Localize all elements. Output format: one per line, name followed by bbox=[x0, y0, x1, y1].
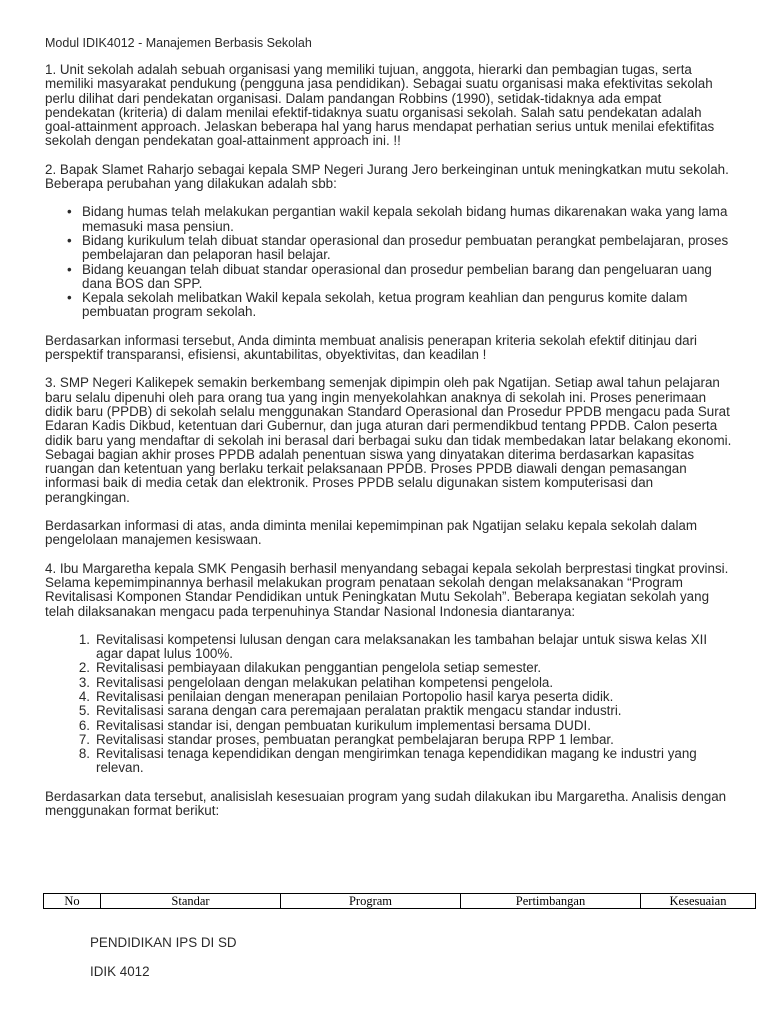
list-item bbox=[45, 633, 735, 662]
item-number: 6. bbox=[78, 717, 90, 733]
list-item bbox=[45, 690, 735, 704]
item-text: Revitalisasi pengelolaan dengan melakukan pelatihan kompetensi pengelola. bbox=[96, 674, 554, 690]
question-3: 3. SMP Negeri Kalikepek semakin berkembang semenjak dipimpin oleh pak Ngatijan. Setiap awal tahun pelajaran baru selalu dipenuhi oleh para orang tua yang ingin menyekolahkan anaknya di sekolah ini. Proses penerimaan didik baru (PPDB) di sekolah selalu menggunakan Standard Operasional dan Prosedur PPDB mengacu pada Surat Edaran Kadis Dikbud, ketentuan dari Gubernur, dan juga aturan dari permendikbud tentang PPDB. Calon peserta didik baru yang mendaftar di sekolah ini berasal dari berbagai suku dan tidak membedakan latar belakang ekonomi. Sebagai bagian akhir proses PPDB adalah penentuan siswa yang dinyatakan diterima berdasarkan kapasitas ruangan dan ketentuan yang berlaku terkait pelaksanaan PPDB. Proses PPDB diawali dengan pemasangan informasi baik di media cetak dan elektronik. Proses PPDB selalu digunakan sistem komputerisasi dan perangkingan. bbox=[45, 375, 732, 505]
column-header-kesesuaian: Kesesuaian bbox=[641, 894, 756, 909]
item-number: 5. bbox=[78, 703, 90, 719]
column-header-pertimbangan: Pertimbangan bbox=[461, 894, 641, 909]
list-item bbox=[45, 704, 735, 718]
item-text: Revitalisasi sarana dengan cara peremajaan peralatan praktik mengacu standar industri. bbox=[96, 703, 622, 719]
list-item bbox=[45, 676, 735, 690]
item-number: 3. bbox=[78, 674, 90, 690]
item-text: Revitalisasi standar proses, pembuatan perangkat pembelajaran berupa RPP 1 lembar. bbox=[96, 731, 614, 747]
question-4-numbered-list bbox=[45, 633, 735, 776]
list-item: • Kepala sekolah melibatkan Wakil kepala sekolah, ketua program keahlian dan pengurus komite dalam pembuatan program sekolah. bbox=[45, 291, 735, 320]
document-body bbox=[45, 63, 735, 832]
item-number: 2. bbox=[78, 660, 90, 676]
item-text: Revitalisasi penilaian dengan menerapan penilaian Portopolio hasil karya peserta didik. bbox=[96, 688, 614, 704]
question-1: 1. Unit sekolah adalah sebuah organisasi yang memiliki tujuan, anggota, hierarki dan pembagian tugas, serta memiliki masyarakat pendukung (pengguna jasa pendidikan). Sebagai suatu organisasi maka efektivitas sekolah perlu dilihat dari pendekatan organisasi. Dalam pandangan Robbins (1990), setidak-tidaknya ada empat pendekatan (kriteria) di dalam menilai efektif-tidaknya suatu organisasi sekolah. Salah satu pendekatan adalah goal-attainment approach. Jelaskan beberapa hal yang harus mendapat perhatian serius untuk menilai efektifitas sekolah dengan pendekatan goal-attainment approach ini. !! bbox=[45, 62, 715, 149]
item-number: 4. bbox=[78, 688, 90, 704]
course-code: IDIK 4012 bbox=[90, 964, 150, 979]
list-item: • Bidang kurikulum telah dibuat standar operasional dan prosedur pembuatan perangkat pembelajaran, proses pembelajaran dan pelaporan hasil belajar. bbox=[45, 234, 735, 263]
column-header-program: Program bbox=[281, 894, 461, 909]
item-text: Revitalisasi pembiayaan dilakukan penggantian pengelola setiap semester. bbox=[96, 660, 542, 676]
list-item bbox=[45, 719, 735, 733]
question-2-bullet-list bbox=[45, 205, 735, 319]
question-2-task: Berdasarkan informasi tersebut, Anda diminta membuat analisis penerapan kriteria sekolah efektif ditinjau dari perspektif transparansi, efisiensi, akuntabilitas, obyektivitas, dan keadilan ! bbox=[45, 332, 698, 363]
list-item: • Bidang keuangan telah dibuat standar operasional dan prosedur pembelian barang dan pengeluaran uang dana BOS dan SPP. bbox=[45, 263, 735, 292]
module-header: Modul IDIK4012 - Manajemen Berbasis Sekolah bbox=[45, 36, 312, 50]
list-item bbox=[45, 747, 735, 776]
item-text: Revitalisasi tenaga kependidikan dengan mengirimkan tenaga kependidikan magang ke industri yang relevan. bbox=[96, 746, 697, 776]
item-text: Revitalisasi kompetensi lulusan dengan cara melaksanakan les tambahan belajar untuk siswa kelas XII agar dapat lulus 100%. bbox=[96, 631, 708, 662]
list-item bbox=[45, 661, 735, 675]
column-header-standar: Standar bbox=[101, 894, 281, 909]
item-number: 7. bbox=[78, 731, 90, 747]
column-header-no: No bbox=[44, 894, 101, 909]
item-text: Revitalisasi standar isi, dengan pembuatan kurikulum implementasi bersama DUDI. bbox=[96, 717, 591, 733]
question-4-task: Berdasarkan data tersebut, analisislah kesesuaian program yang sudah dilakukan ibu Margaretha. Analisis dengan menggunakan format berikut: bbox=[45, 788, 727, 819]
item-number: 1. bbox=[78, 631, 90, 647]
analysis-format-table bbox=[43, 893, 756, 909]
item-number: 8. bbox=[78, 746, 90, 762]
list-item bbox=[45, 733, 735, 747]
course-title: PENDIDIKAN IPS DI SD bbox=[90, 935, 237, 950]
list-item: • Bidang humas telah melakukan pergantian wakil kepala sekolah bidang humas dikarenakan waka yang lama memasuki masa pensiun. bbox=[45, 205, 735, 234]
question-3-task: Berdasarkan informasi di atas, anda diminta menilai kepemimpinan pak Ngatijan selaku kepala sekolah dalam pengelolaan manajemen kesiswaan. bbox=[45, 518, 698, 548]
table-header-row bbox=[44, 894, 756, 909]
question-2-intro: 2. Bapak Slamet Raharjo sebagai kepala SMP Negeri Jurang Jero berkeinginan untuk meningkatkan mutu sekolah. Beberapa perubahan yang dilakukan adalah sbb: bbox=[45, 161, 729, 192]
question-4: 4. Ibu Margaretha kepala SMK Pengasih berhasil menyandang sebagai kepala sekolah berprestasi tingkat provinsi. Selama kepemimpinannya berhasil melakukan program penataan sekolah dengan melaksanakan “Program Revitalisasi Komponen Standar Pendidikan untuk Peningkatan Mutu Sekolah”. Beberapa kegiatan sekolah yang telah dilaksanakan mengacu pada terpenuhinya Standar Nasional Indonesia diantaranya: bbox=[45, 560, 729, 619]
